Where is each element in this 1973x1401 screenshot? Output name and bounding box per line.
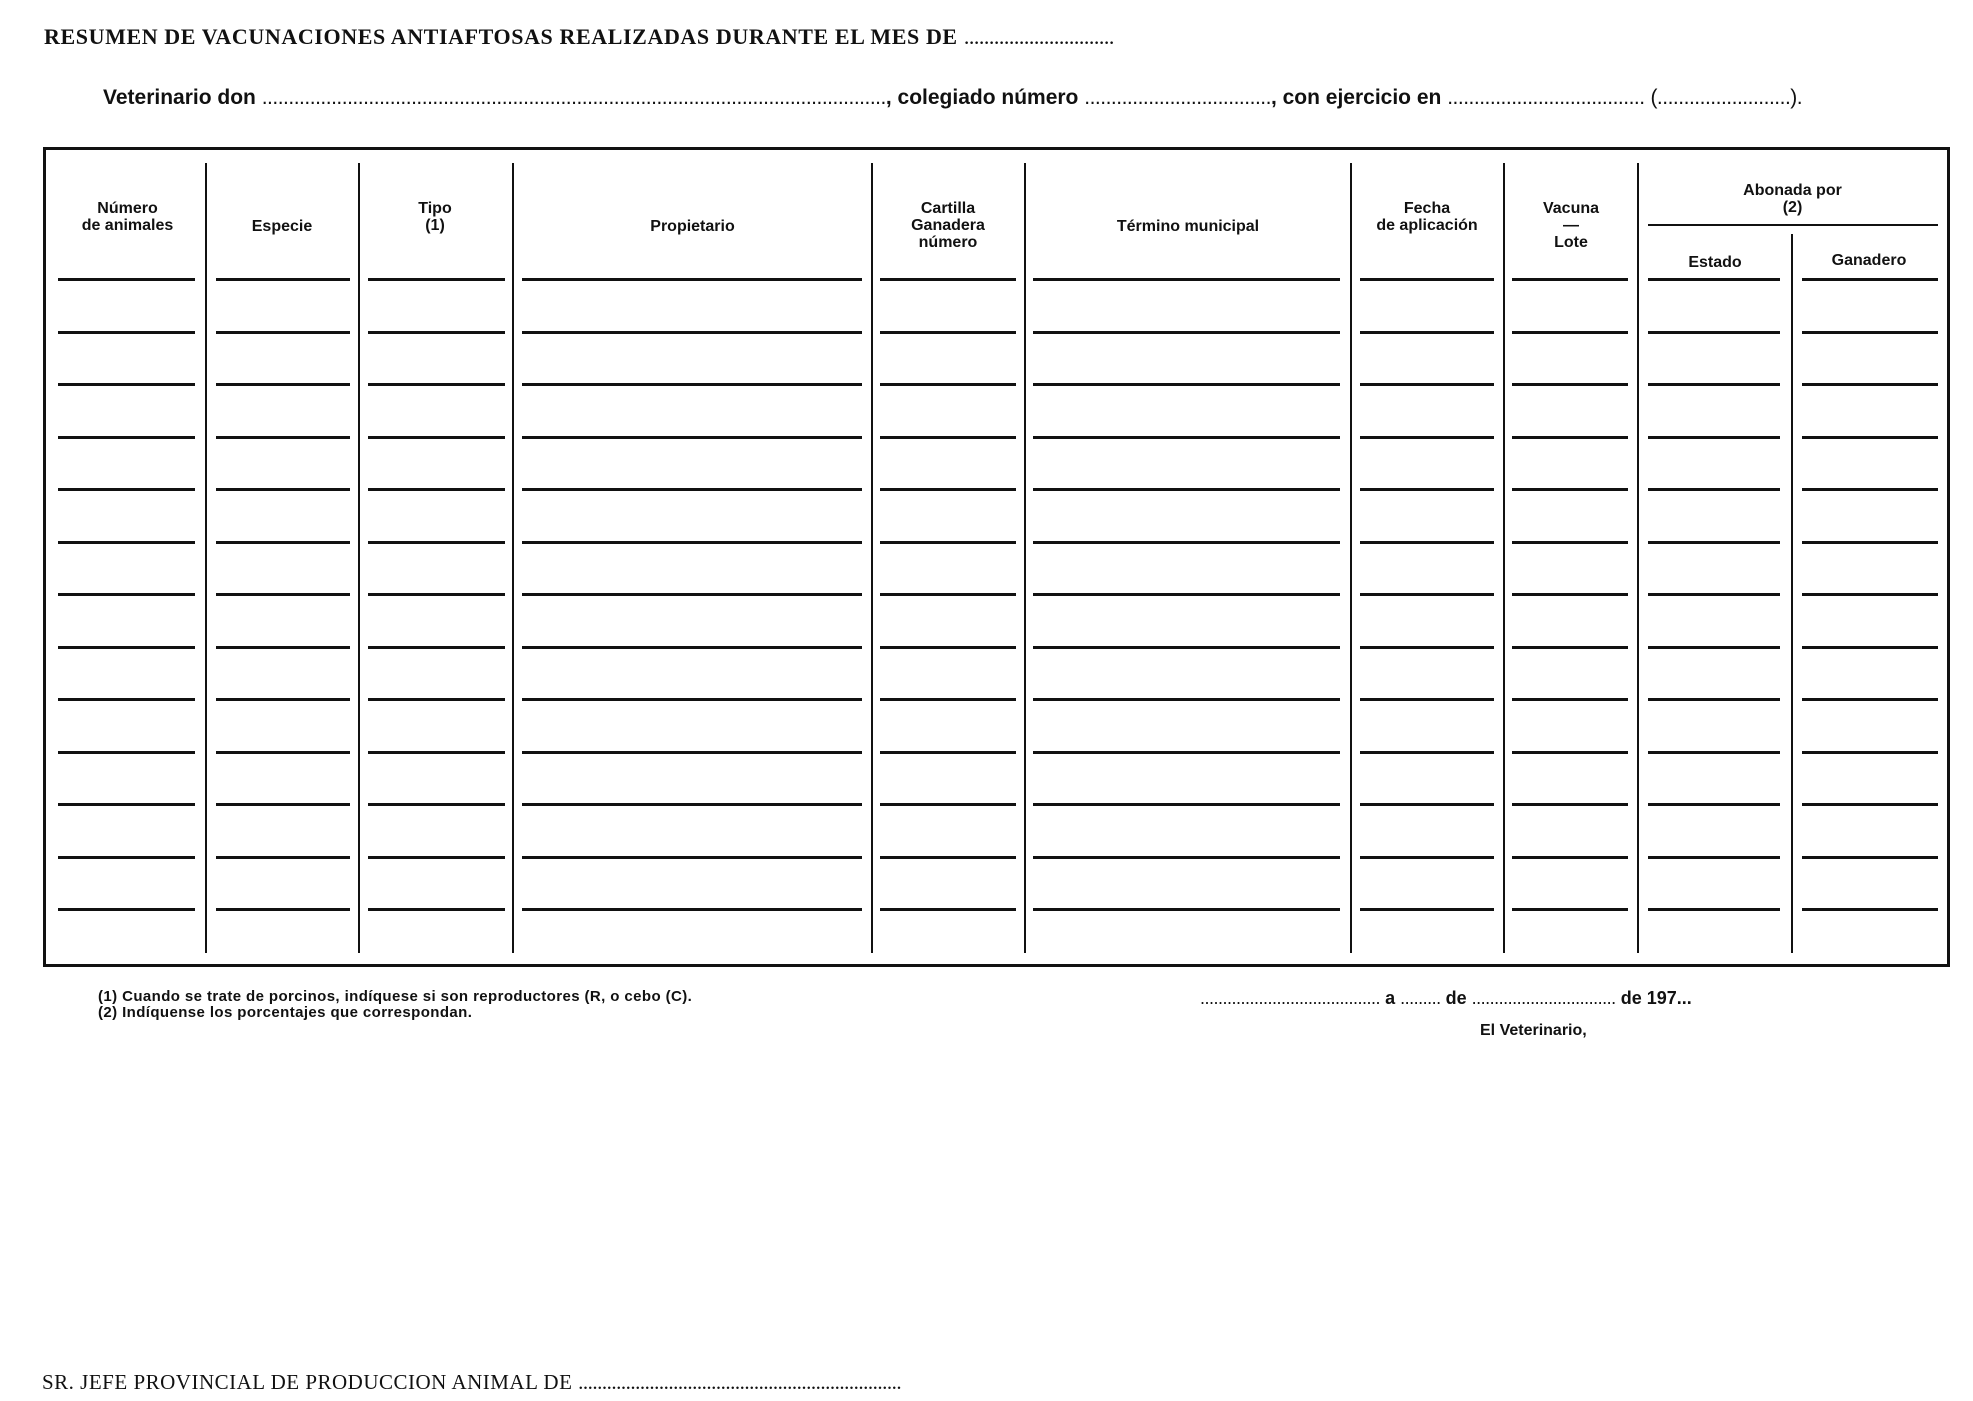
veterinarian-name-field[interactable]: ..................................................................................................................... [261,86,886,109]
row-rule[interactable] [58,803,195,806]
row-rule[interactable] [1360,331,1494,334]
row-rule[interactable] [216,646,350,649]
group-header-underline [1648,224,1938,226]
row-rule[interactable] [368,908,505,911]
row-rule[interactable] [880,908,1016,911]
column-divider [358,163,360,953]
row-rule[interactable] [58,593,195,596]
row-rule[interactable] [216,331,350,334]
column-divider [1024,163,1026,953]
row-rule[interactable] [1648,278,1780,281]
row-rule[interactable] [368,383,505,386]
col-header-termino-municipal: Término municipal [1116,218,1260,235]
place-date-line [1200,988,1692,1009]
row-rule[interactable] [58,646,195,649]
row-rule[interactable] [522,541,862,544]
province-name-field[interactable]: .................................................................... [578,1370,902,1394]
row-rule[interactable] [216,488,350,491]
row-rule[interactable] [216,908,350,911]
row-rule[interactable] [216,593,350,596]
row-rule[interactable] [1802,698,1938,701]
row-rule[interactable] [368,803,505,806]
colegiado-number-field[interactable]: ................................... [1084,86,1271,109]
row-rule[interactable] [216,541,350,544]
column-divider [871,163,873,953]
row-rule[interactable] [1033,383,1340,386]
row-rule[interactable] [522,908,862,911]
row-rule[interactable] [1802,751,1938,754]
ejercicio-place-field[interactable]: ..................................... [1447,86,1645,109]
addressee-label: SR. JEFE PROVINCIAL DE PRODUCCION ANIMAL DE [42,1370,573,1394]
row-rule[interactable] [368,331,505,334]
row-rule[interactable] [1802,278,1938,281]
row-rule[interactable] [1033,331,1340,334]
column-divider [1503,163,1505,953]
veterinarian-line [103,86,1802,110]
row-rule[interactable] [1033,803,1340,806]
row-rule[interactable] [880,803,1016,806]
row-rule[interactable] [58,908,195,911]
row-rule[interactable] [522,751,862,754]
row-rule[interactable] [1512,331,1628,334]
row-rule[interactable] [368,436,505,439]
footnote-1: (1) Cuando se trate de porcinos, indíquese si son reproductores (R, o cebo (C). [98,988,693,1005]
row-rule[interactable] [368,541,505,544]
row-rule[interactable] [1648,751,1780,754]
row-rule[interactable] [216,698,350,701]
row-rule[interactable] [1648,331,1780,334]
row-rule[interactable] [1512,856,1628,859]
row-rule[interactable] [1360,803,1494,806]
ejercicio-label: , con ejercicio en [1270,86,1442,109]
row-rule[interactable] [522,856,862,859]
row-rule[interactable] [522,331,862,334]
row-rule[interactable] [1512,908,1628,911]
row-rule[interactable] [1360,593,1494,596]
row-rule[interactable] [522,698,862,701]
row-rule[interactable] [1033,436,1340,439]
row-rule[interactable] [58,436,195,439]
row-rule[interactable] [522,646,862,649]
row-rule[interactable] [522,436,862,439]
row-rule[interactable] [1648,803,1780,806]
row-rule[interactable] [1802,436,1938,439]
row-rule[interactable] [1512,803,1628,806]
col-header-especie: Especie [251,218,313,235]
row-rule[interactable] [216,383,350,386]
row-rule[interactable] [522,383,862,386]
col-header-cartilla: Cartilla Ganadera número [911,200,985,251]
row-rule[interactable] [880,751,1016,754]
row-rule[interactable] [58,541,195,544]
row-rule[interactable] [368,751,505,754]
row-rule[interactable] [1648,436,1780,439]
row-rule[interactable] [880,698,1016,701]
row-rule[interactable] [1802,488,1938,491]
row-rule[interactable] [1360,278,1494,281]
column-divider [512,163,514,953]
row-rule[interactable] [58,383,195,386]
row-rule[interactable] [1802,646,1938,649]
row-rule[interactable] [1512,278,1628,281]
row-rule[interactable] [216,856,350,859]
col-header-propietario: Propietario [650,218,735,235]
row-rule[interactable] [1802,331,1938,334]
row-rule[interactable] [1512,751,1628,754]
row-rule[interactable] [1360,698,1494,701]
row-rule[interactable] [522,593,862,596]
row-rule[interactable] [368,278,505,281]
row-rule[interactable] [58,856,195,859]
col-header-numero-animales: Número de animales [81,200,174,234]
col-header-estado: Estado [1688,254,1742,271]
day-field[interactable]: ......... [1400,988,1441,1008]
de-label: de [1445,988,1467,1008]
row-rule[interactable] [1360,541,1494,544]
row-rule[interactable] [1360,646,1494,649]
row-rule[interactable] [1033,541,1340,544]
addressee-line [42,1370,901,1395]
row-rule[interactable] [1512,541,1628,544]
row-rule[interactable] [1033,646,1340,649]
row-rule[interactable] [880,646,1016,649]
veterinarian-label: Veterinario don [103,86,256,109]
place-field[interactable]: ........................................ [1200,988,1381,1008]
row-rule[interactable] [1648,908,1780,911]
col-header-vacuna-lote: Vacuna — Lote [1542,200,1600,251]
row-rule[interactable] [522,278,862,281]
row-rule[interactable] [880,436,1016,439]
row-rule[interactable] [880,331,1016,334]
year-label: de 197... [1620,988,1692,1008]
row-rule[interactable] [1033,593,1340,596]
row-rule[interactable] [1033,488,1340,491]
row-rule[interactable] [1802,908,1938,911]
row-rule[interactable] [1360,751,1494,754]
month-field[interactable]: ................................ [1471,988,1616,1008]
row-rule[interactable] [58,698,195,701]
row-rule[interactable] [1802,541,1938,544]
row-rule[interactable] [880,488,1016,491]
col-header-fecha: Fecha de aplicación [1376,200,1478,234]
row-rule[interactable] [216,278,350,281]
row-rule[interactable] [1033,856,1340,859]
row-rule[interactable] [1033,751,1340,754]
row-rule[interactable] [58,331,195,334]
row-rule[interactable] [1802,803,1938,806]
row-rule[interactable] [58,751,195,754]
row-rule[interactable] [1033,698,1340,701]
row-rule[interactable] [216,436,350,439]
row-rule[interactable] [880,593,1016,596]
row-rule[interactable] [880,856,1016,859]
row-rule[interactable] [522,803,862,806]
row-rule[interactable] [1802,856,1938,859]
row-rule[interactable] [58,488,195,491]
row-rule[interactable] [1648,541,1780,544]
col-header-tipo: Tipo (1) [418,200,452,234]
row-rule[interactable] [1033,908,1340,911]
row-rule[interactable] [1802,593,1938,596]
row-rule[interactable] [880,278,1016,281]
row-rule[interactable] [1512,698,1628,701]
row-rule[interactable] [216,803,350,806]
form-title-text: RESUMEN DE VACUNACIONES ANTIAFTOSAS REALIZADAS DURANTE EL MES DE [44,24,958,49]
row-rule[interactable] [1360,383,1494,386]
row-rule[interactable] [58,278,195,281]
row-rule[interactable] [1648,383,1780,386]
row-rule[interactable] [522,488,862,491]
row-rule[interactable] [1360,856,1494,859]
row-rule[interactable] [1033,278,1340,281]
column-divider [1791,234,1793,953]
signer-label: El Veterinario, [1480,1022,1587,1039]
row-rule[interactable] [1512,436,1628,439]
row-rule[interactable] [880,383,1016,386]
row-rule[interactable] [368,698,505,701]
row-rule[interactable] [368,488,505,491]
col-header-ganadero: Ganadero [1831,252,1907,269]
province-field[interactable]: (.........................). [1650,86,1803,109]
footnote-2: (2) Indíquense los porcentajes que correspondan. [98,1004,473,1021]
row-rule[interactable] [368,646,505,649]
column-divider [1350,163,1352,953]
colegiado-label: , colegiado número [885,86,1079,109]
column-divider [205,163,207,953]
row-rule[interactable] [368,593,505,596]
row-rule[interactable] [1512,593,1628,596]
month-fill-line[interactable]: .............................. [963,24,1114,49]
column-divider [1637,163,1639,953]
row-rule[interactable] [1648,488,1780,491]
row-rule[interactable] [1360,436,1494,439]
row-rule[interactable] [1648,646,1780,649]
row-rule[interactable] [1512,383,1628,386]
row-rule[interactable] [1648,698,1780,701]
row-rule[interactable] [880,541,1016,544]
col-group-abonada-por: Abonada por (2) [1743,182,1842,216]
row-rule[interactable] [216,751,350,754]
row-rule[interactable] [368,856,505,859]
row-rule[interactable] [1648,856,1780,859]
row-rule[interactable] [1360,908,1494,911]
row-rule[interactable] [1512,488,1628,491]
row-rule[interactable] [1512,646,1628,649]
row-rule[interactable] [1648,593,1780,596]
a-label: a [1385,988,1396,1008]
form-title [44,24,1114,50]
row-rule[interactable] [1360,488,1494,491]
row-rule[interactable] [1802,383,1938,386]
